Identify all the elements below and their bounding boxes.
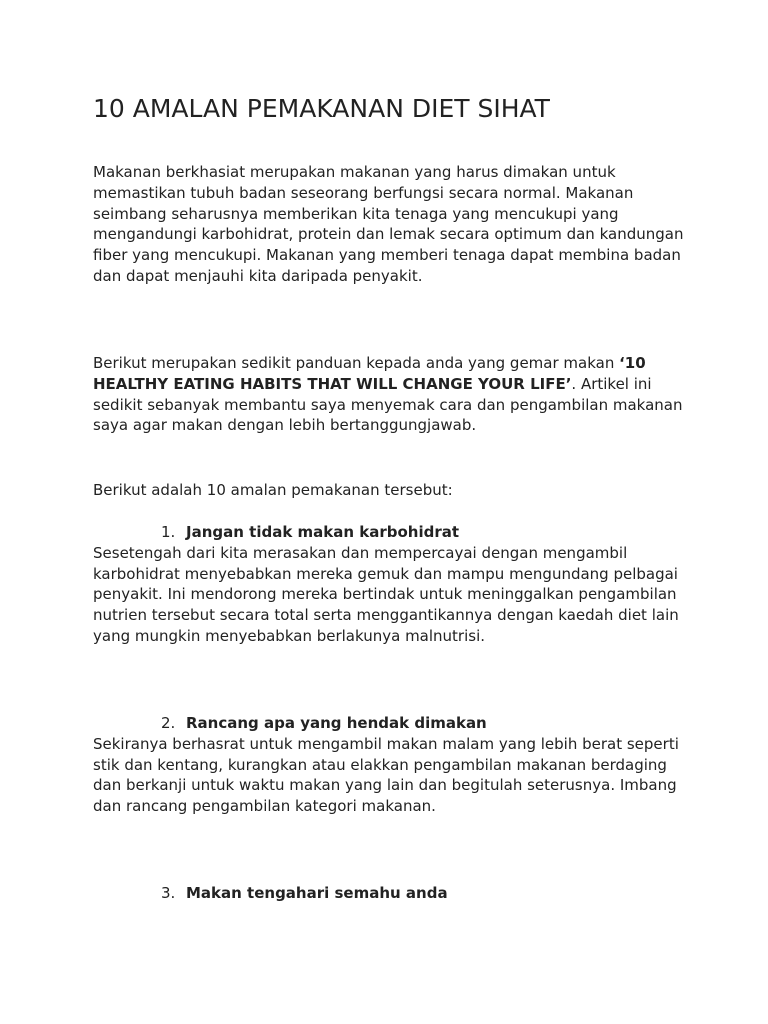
body-line: Sekiranya berhasrat untuk mengambil makan malam yang lebih berat seperti	[93, 734, 679, 753]
body-line: nutrien tersebut secara total serta menggantikannya dengan kaedah diet lain	[93, 606, 679, 625]
body-line: dan rancang pengambilan kategori makanan.	[93, 797, 436, 816]
list-item-body	[93, 734, 693, 817]
list-item-number: 1.	[161, 523, 176, 541]
body-line: dan berkanji untuk waktu makan yang lain dan begitulah seterusnya. Imbang	[93, 776, 677, 795]
list-intro	[93, 480, 693, 501]
intro-line: seimbang seharusnya memberikan kita tenaga yang mencukupi yang	[93, 204, 619, 223]
guide-quote-start: ‘10	[619, 354, 646, 372]
guide-line: sedikit sebanyak membantu saya menyemak cara dan pengambilan makanan	[93, 395, 683, 414]
body-line: penyakit. Ini mendorong mereka bertindak untuk meninggalkan pengambilan	[93, 585, 677, 604]
guide-after-quote: . Artikel ini	[571, 374, 652, 393]
intro-line: mengandungi karbohidrat, protein dan lemak secara optimum dan kandungan	[93, 225, 684, 244]
body-line: karbohidrat menyebabkan mereka gemuk dan mampu mengundang pelbagai	[93, 564, 678, 583]
list-item-number: 3.	[161, 884, 176, 902]
intro-paragraph	[93, 162, 693, 287]
intro-line: Makanan berkhasiat merupakan makanan yang harus dimakan untuk	[93, 163, 616, 181]
intro-line: fiber yang mencukupi. Makanan yang memberi tenaga dapat membina badan	[93, 246, 681, 265]
guide-paragraph	[93, 353, 693, 436]
guide-line	[93, 374, 693, 395]
body-line: stik dan kentang, kurangkan atau elakkan pengambilan makanan berdaging	[93, 755, 667, 774]
list-item-number: 2.	[161, 714, 176, 732]
list-item	[93, 883, 693, 904]
list-item-heading	[93, 883, 693, 904]
guide-line: saya agar makan dengan lebih bertanggungjawab.	[93, 416, 477, 435]
list-item	[93, 522, 693, 647]
body-line: yang mungkin menyebabkan berlakunya malnutrisi.	[93, 626, 486, 645]
list-item-body	[93, 543, 693, 647]
list-intro-text: Berikut adalah 10 amalan pemakanan tersebut:	[93, 481, 453, 499]
document-title: 10 AMALAN PEMAKANAN DIET SIHAT	[93, 94, 550, 123]
list-item-title: Makan tengahari semahu anda	[186, 884, 448, 902]
list-item-heading	[93, 713, 693, 734]
list-item	[93, 713, 693, 817]
list-item-heading	[93, 522, 693, 543]
list-item-title: Rancang apa yang hendak dimakan	[186, 714, 487, 732]
intro-line: memastikan tubuh badan seseorang berfungsi secara normal. Makanan	[93, 183, 634, 202]
intro-line: dan dapat menjauhi kita daripada penyakit.	[93, 266, 423, 285]
guide-lead: Berikut merupakan sedikit panduan kepada anda yang gemar makan	[93, 354, 620, 372]
guide-line	[93, 353, 693, 374]
list-item-title: Jangan tidak makan karbohidrat	[186, 523, 460, 541]
guide-quote: HEALTHY EATING HABITS THAT WILL CHANGE YOUR LIFE’	[93, 374, 572, 393]
body-line: Sesetengah dari kita merasakan dan mempercayai dengan mengambil	[93, 543, 628, 562]
